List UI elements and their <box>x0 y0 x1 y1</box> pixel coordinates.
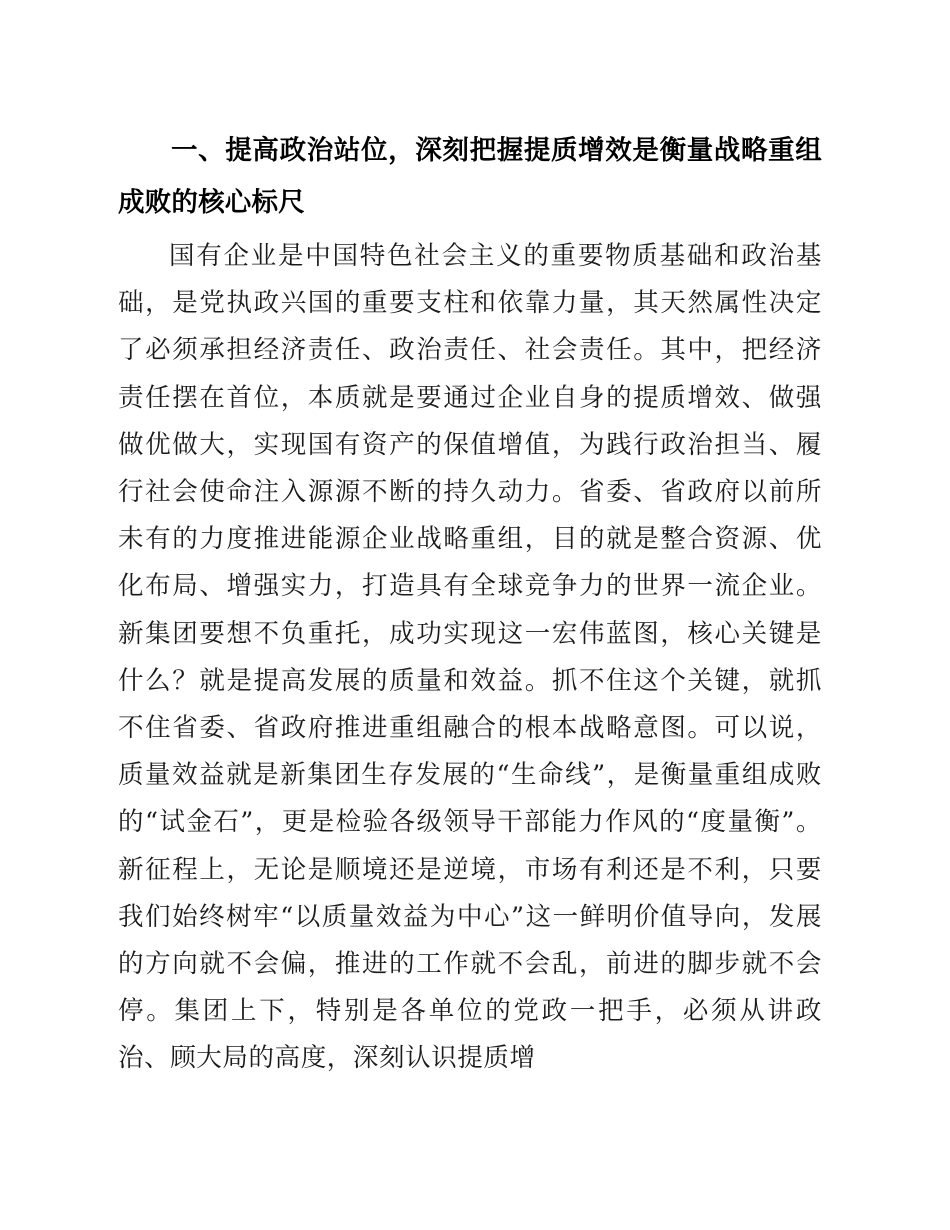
body-text-block <box>118 233 822 1083</box>
section-heading: 一、提高政治站位，深刻把握提质增效是衡量战略重组成败的核心标尺 <box>118 135 822 217</box>
body-paragraph: 国有企业是中国特色社会主义的重要物质基础和政治基础，是党执政兴国的重要支柱和依靠力量，其天然属性决定了必须承担经济责任、政治责任、社会责任。其中，把经济责任摆在首位，本质就是要通过企业自身的提质增效、做强做优做大，实现国有资产的保值增值，为践行政治担当、履行社会使命注入源源不断的持久动力。省委、省政府以前所未有的力度推进能源企业战略重组，目的就是整合资源、优化布局、增强实力，打造具有全球竞争力的世界一流企业。新集团要想不负重托，成功实现这一宏伟蓝图，核心关键是什么？就是提高发展的质量和效益。抓不住这个关键，就抓不住省委、省政府推进重组融合的根本战略意图。可以说，质量效益就是新集团生存发展的“生命线”，是衡量重组成败的“试金石”，更是检验各级领导干部能力作风的“度量衡”。新征程上，无论是顺境还是逆境，市场有利还是不利，只要我们始终树牢“以质量效益为中心”这一鲜明价值导向，发展的方向就不会偏，推进的工作就不会乱，前进的脚步就不会停。集团上下，特别是各单位的党政一把手，必须从讲政治、顾大局的高度，深刻认识提质增 <box>118 241 822 1074</box>
section-heading-block <box>118 124 822 228</box>
